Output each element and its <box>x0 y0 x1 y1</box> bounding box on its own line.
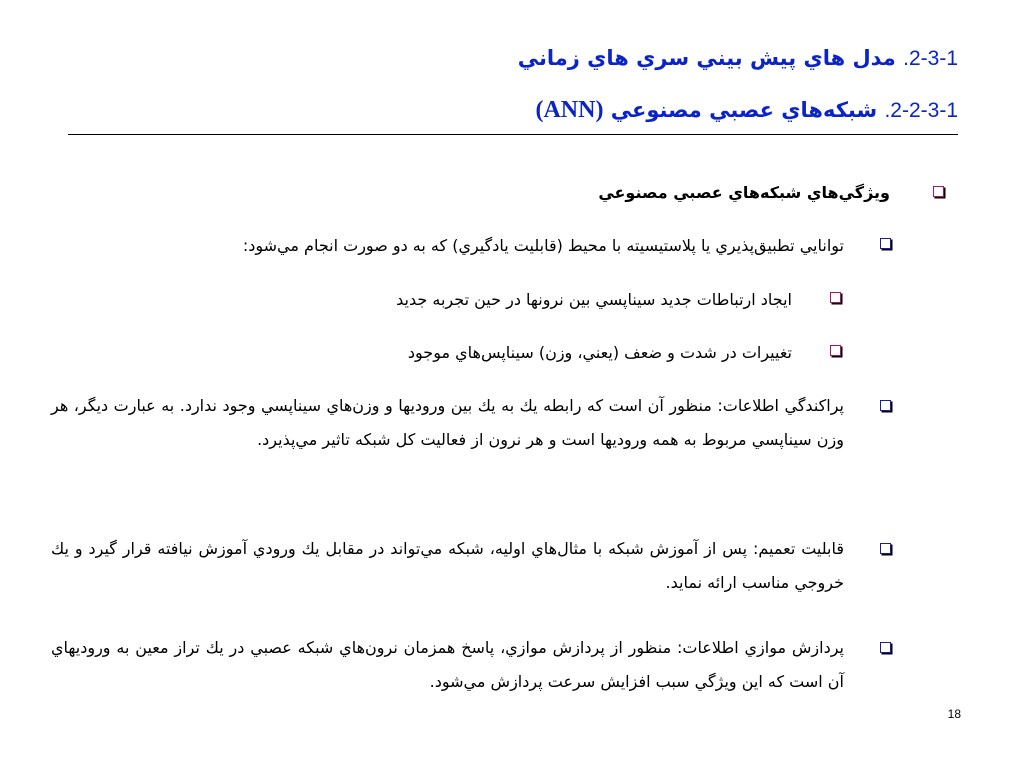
page-number: 18 <box>947 707 961 721</box>
heading-divider <box>68 134 958 135</box>
bullet-item-parallel-processing: پردازش موازي اطلاعات: منظور از پردازش موازي، پاسخ همزمان نرون‌هاي شبكه عصبي در يك تراز معين به وروديهاي آن است كه اين ويژگي سبب افزايش سرعت پردازش مي‌شود. <box>51 638 844 691</box>
bullet-item-generalization: قابليت تعميم: پس از آموزش شبكه با مثال‌هاي اوليه، شبكه مي‌تواند در مقابل يك ورودي آموزش نيافته قرار گيرد و يك خروجي مناسب ارائه نمايد. <box>51 539 844 592</box>
hollow-square-icon <box>933 186 944 197</box>
heading-number: 2-3-1. <box>903 47 958 70</box>
bullet-item-features-heading: ويژگي‌هاي شبكه‌هاي عصبي مصنوعي <box>598 183 890 202</box>
hollow-square-icon <box>880 238 891 249</box>
bullet-item-distributed-information: پراكندگي اطلاعات: منظور آن است كه رابطه يك به يك بين وروديها و وزن‌هاي سيناپسي وجود ندارد. به عبارت ديگر، هر وزن سيناپسي مربوط به همه وروديها است و هر نرون از فعاليت كل شبكه تاثير مي‌پذيرد. <box>51 396 844 449</box>
subheading-abbreviation: (ANN) <box>535 97 604 123</box>
subheading-number: 2-2-3-1. <box>884 99 958 122</box>
hollow-square-icon <box>880 400 891 411</box>
slide-heading-section <box>518 43 958 74</box>
bullet-subitem-weight-changes: تغييرات در شدت و ضعف (يعني، وزن) سيناپس‌هاي موجود <box>407 343 792 362</box>
hollow-square-icon <box>880 642 891 653</box>
bullet-subitem-new-connections: ايجاد ارتباطات جديد سيناپسي بين نرونها در حين تجربه جديد <box>396 290 792 309</box>
bullet-item-adaptability: توانايي تطبيق‌پذيري يا پلاستيسيته با محيط (قابليت يادگيري) كه به دو صورت انجام مي‌شود: <box>242 236 844 255</box>
hollow-square-icon <box>880 543 891 554</box>
slide-heading-subsection <box>535 95 958 126</box>
hollow-square-icon <box>830 345 841 356</box>
subheading-text: شبكه‌هاي عصبي مصنوعي <box>610 98 878 122</box>
hollow-square-icon <box>830 292 841 303</box>
heading-text: مدل هاي پيش بيني سري هاي زماني <box>517 46 896 70</box>
